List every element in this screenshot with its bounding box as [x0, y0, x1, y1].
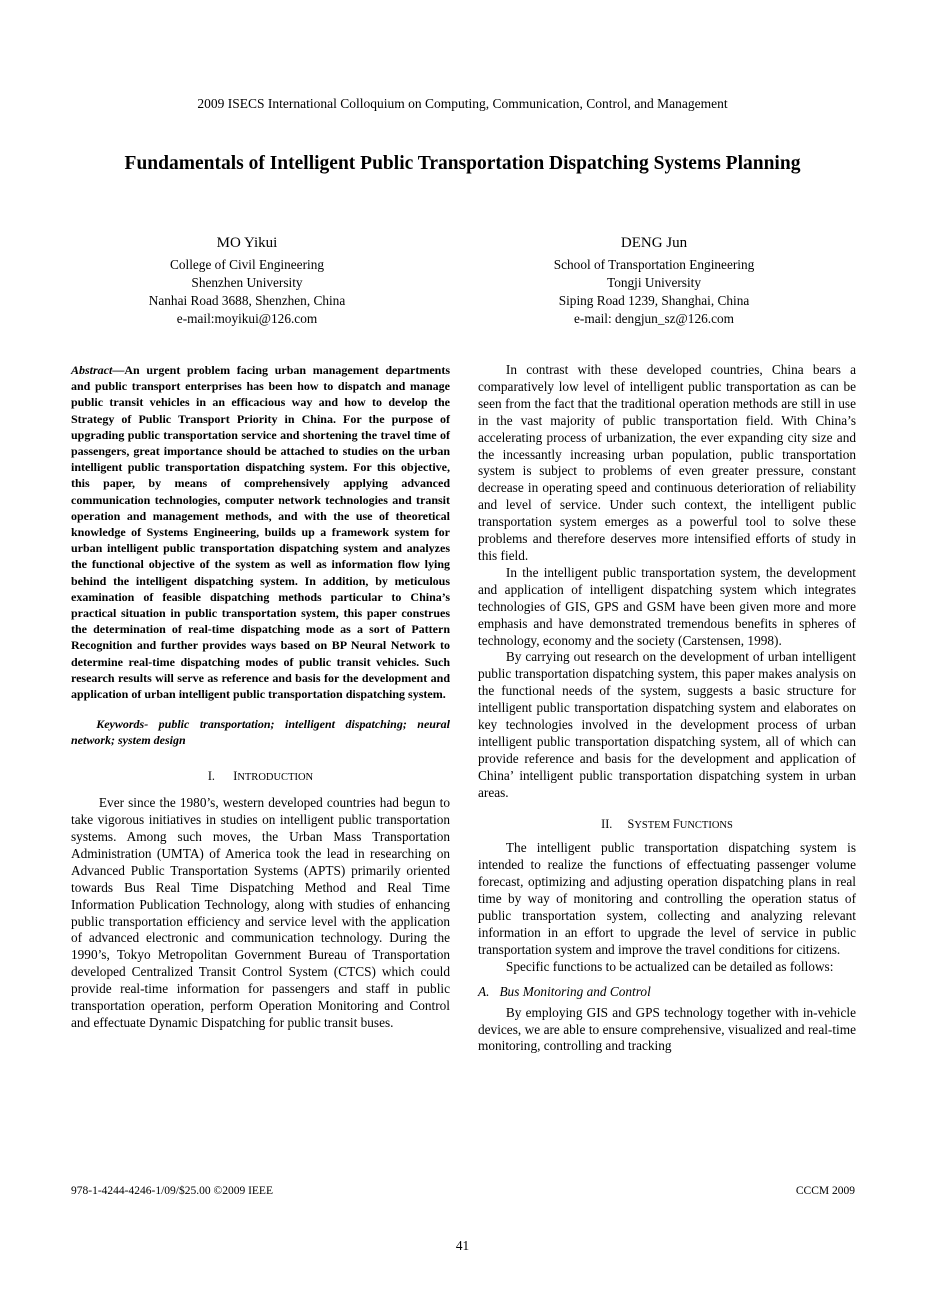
paper-title: Fundamentals of Intelligent Public Transportation Dispatching Systems Planning — [124, 153, 801, 174]
page-number: 41 — [455, 1238, 470, 1253]
intro-paragraph: Ever since the 1980’s, western developed countries had begun to take vigorous initiatives in studies on intelligent public transportation systems. Among such moves, the Urban Mass Transportation Administration (UMTA) of America took the lead in researching on Advanced Public Transportation Systems (APTS) primarily oriented towards Bus Real Time Dispatching Method and Real Time Information Publication Technology, along with studies of enhancing public transportation efficiency and service level with the application of advanced electronic and communication technology. During the 1990’s, Tokyo Metropolitan Government Bureau of Transportation developed Centralized Transit Control System (CTCS) which could provide real-time information for passengers and staff in public transportation operation, perform Operation Monitoring and Control and effectuate Dynamic Dispatching for public transit buses. — [71, 795, 450, 1030]
author-email: e-mail: dengjun_sz@126.com — [574, 311, 734, 326]
footer-isbn: 978-1-4244-4246-1/09/$25.00 ©2009 IEEE — [71, 1185, 273, 1197]
author-address: Nanhai Road 3688, Shenzhen, China — [148, 293, 346, 308]
section-number: I. — [207, 769, 215, 784]
footer-conference: CCCM 2009 — [795, 1185, 855, 1197]
subsection-title: Bus Monitoring and Control — [499, 983, 651, 999]
conference-header: 2009 ISECS International Colloquium on Computing, Communication, Control, and Management — [197, 96, 728, 111]
abstract — [71, 362, 450, 702]
author-block-2 — [504, 232, 804, 328]
section-title-smallcaps: YSTEM — [634, 819, 670, 831]
paragraph: By carrying out research on the development of urban intelligent public transportation dispatching system, this paper makes analysis on the functional needs of the system, suggests a basic structure for intelligent public transportation dispatching system and elaborates on key technologies involved in the development process of urban intelligent public transportation dispatching system, all of which can provide reference and basis for the development and application of China’ intelligent public transportation dispatching system in urban areas. — [478, 649, 856, 800]
paragraph: Specific functions to be actualized can be detailed as follows: — [505, 958, 834, 974]
author-dept: School of Transportation Engineering — [553, 257, 755, 272]
section-number: II. — [601, 816, 613, 831]
section-heading-introduction — [71, 768, 450, 787]
subsection-number: A. — [478, 983, 490, 999]
paragraph: In contrast with these developed countries, China bears a comparatively low level of intelligent public transportation as can be seen from the fact that the traditional operation methods are still in use in the vast majority of public transportation field. With China’s accelerating process of urbanization, the ever expanding city size and the incessantly increasing urban population, public transportation system is subject to problems of even greater pressure, constant decrease in operating speed and continuous deterioration of reliability and level of service. Under such context, the intelligent public transportation system emerges as a powerful tool to solve these problems and therefore deserves more intensified efforts of study in this field. — [478, 362, 856, 563]
paragraph: In the intelligent public transportation system, the development and application of intelligent dispatching system which integrates technologies of GIS, GPS and GSM have been given more and more emphasis and have demonstrated tremendous benefits in spheres of technology, economy and the society (Carstensen, 1998). — [478, 564, 856, 648]
left-column — [71, 362, 450, 1032]
section-title-cap: F — [672, 816, 680, 831]
author-address: Siping Road 1239, Shanghai, China — [558, 293, 750, 308]
section-title-smallcaps: UNCTIONS — [679, 819, 733, 831]
section-title-smallcaps: NTRODUCTION — [237, 772, 314, 784]
section-title-cap: I — [233, 769, 238, 784]
author-institution: Shenzhen University — [191, 275, 303, 290]
author-dept: College of Civil Engineering — [170, 257, 324, 272]
abstract-text: —An urgent problem facing urban management departments and public transport enterprises has been how to dispatch and manage public transit vehicles in an efficacious way and how to develop the Strategy of Public Transport Priority in China. For the purpose of upgrading public transportation service and shortening the travel time of passengers, great importance should be attached to studies on the urban intelligent public transportation dispatching system. For this objective, this paper, by means of comprehensively applying advanced communication technologies, computer network technologies and transit operation and management methods, and with the use of theoretical knowledge of Systems Engineering, builds up a framework system for urban intelligent public transportation dispatching system and analyzes the functional objective of the system as well as information flow lying behind the intelligent dispatching system. In addition, by meticulous examination of feasible dispatching methods particular to China’s practical situation in public transportation system, this paper construes the determination of real-time dispatching mode as a sort of Pattern Recognition and further provides ways based on BP Neural Network to determine real-time dispatching modes of public transit vehicles. Such research results will serve as reference and basis for the development and application of urban intelligent public transportation dispatching system. — [71, 363, 450, 702]
author-institution: Tongji University — [607, 275, 701, 290]
author-name: DENG Jun — [620, 235, 688, 251]
abstract-label: Abstract — [71, 363, 113, 377]
section-title-cap: S — [627, 816, 635, 831]
author-email: e-mail:moyikui@126.com — [176, 311, 318, 326]
author-name: MO Yikui — [216, 235, 278, 251]
section-heading-system-functions — [478, 816, 856, 835]
subsection-heading — [478, 984, 856, 1001]
paragraph: The intelligent public transportation dispatching system is intended to realize the functions of effectuating passenger volume forecast, optimizing and adjusting operation dispatching plans in real time by way of monitoring and controlling the operation status of public transportation system, collecting and analyzing relevant information in an effort to upgrade the level of service in public transportation system and improve the travel conditions for citizens. — [478, 840, 856, 957]
keywords: Keywords- public transportation; intelligent dispatching; neural network; system design — [71, 717, 450, 748]
paragraph: By employing GIS and GPS technology together with in-vehicle devices, we are able to ensure comprehensive, visualized and real-time monitoring, controlling and tracking — [478, 1004, 856, 1054]
author-block-1 — [97, 232, 397, 328]
right-column — [478, 362, 856, 1055]
